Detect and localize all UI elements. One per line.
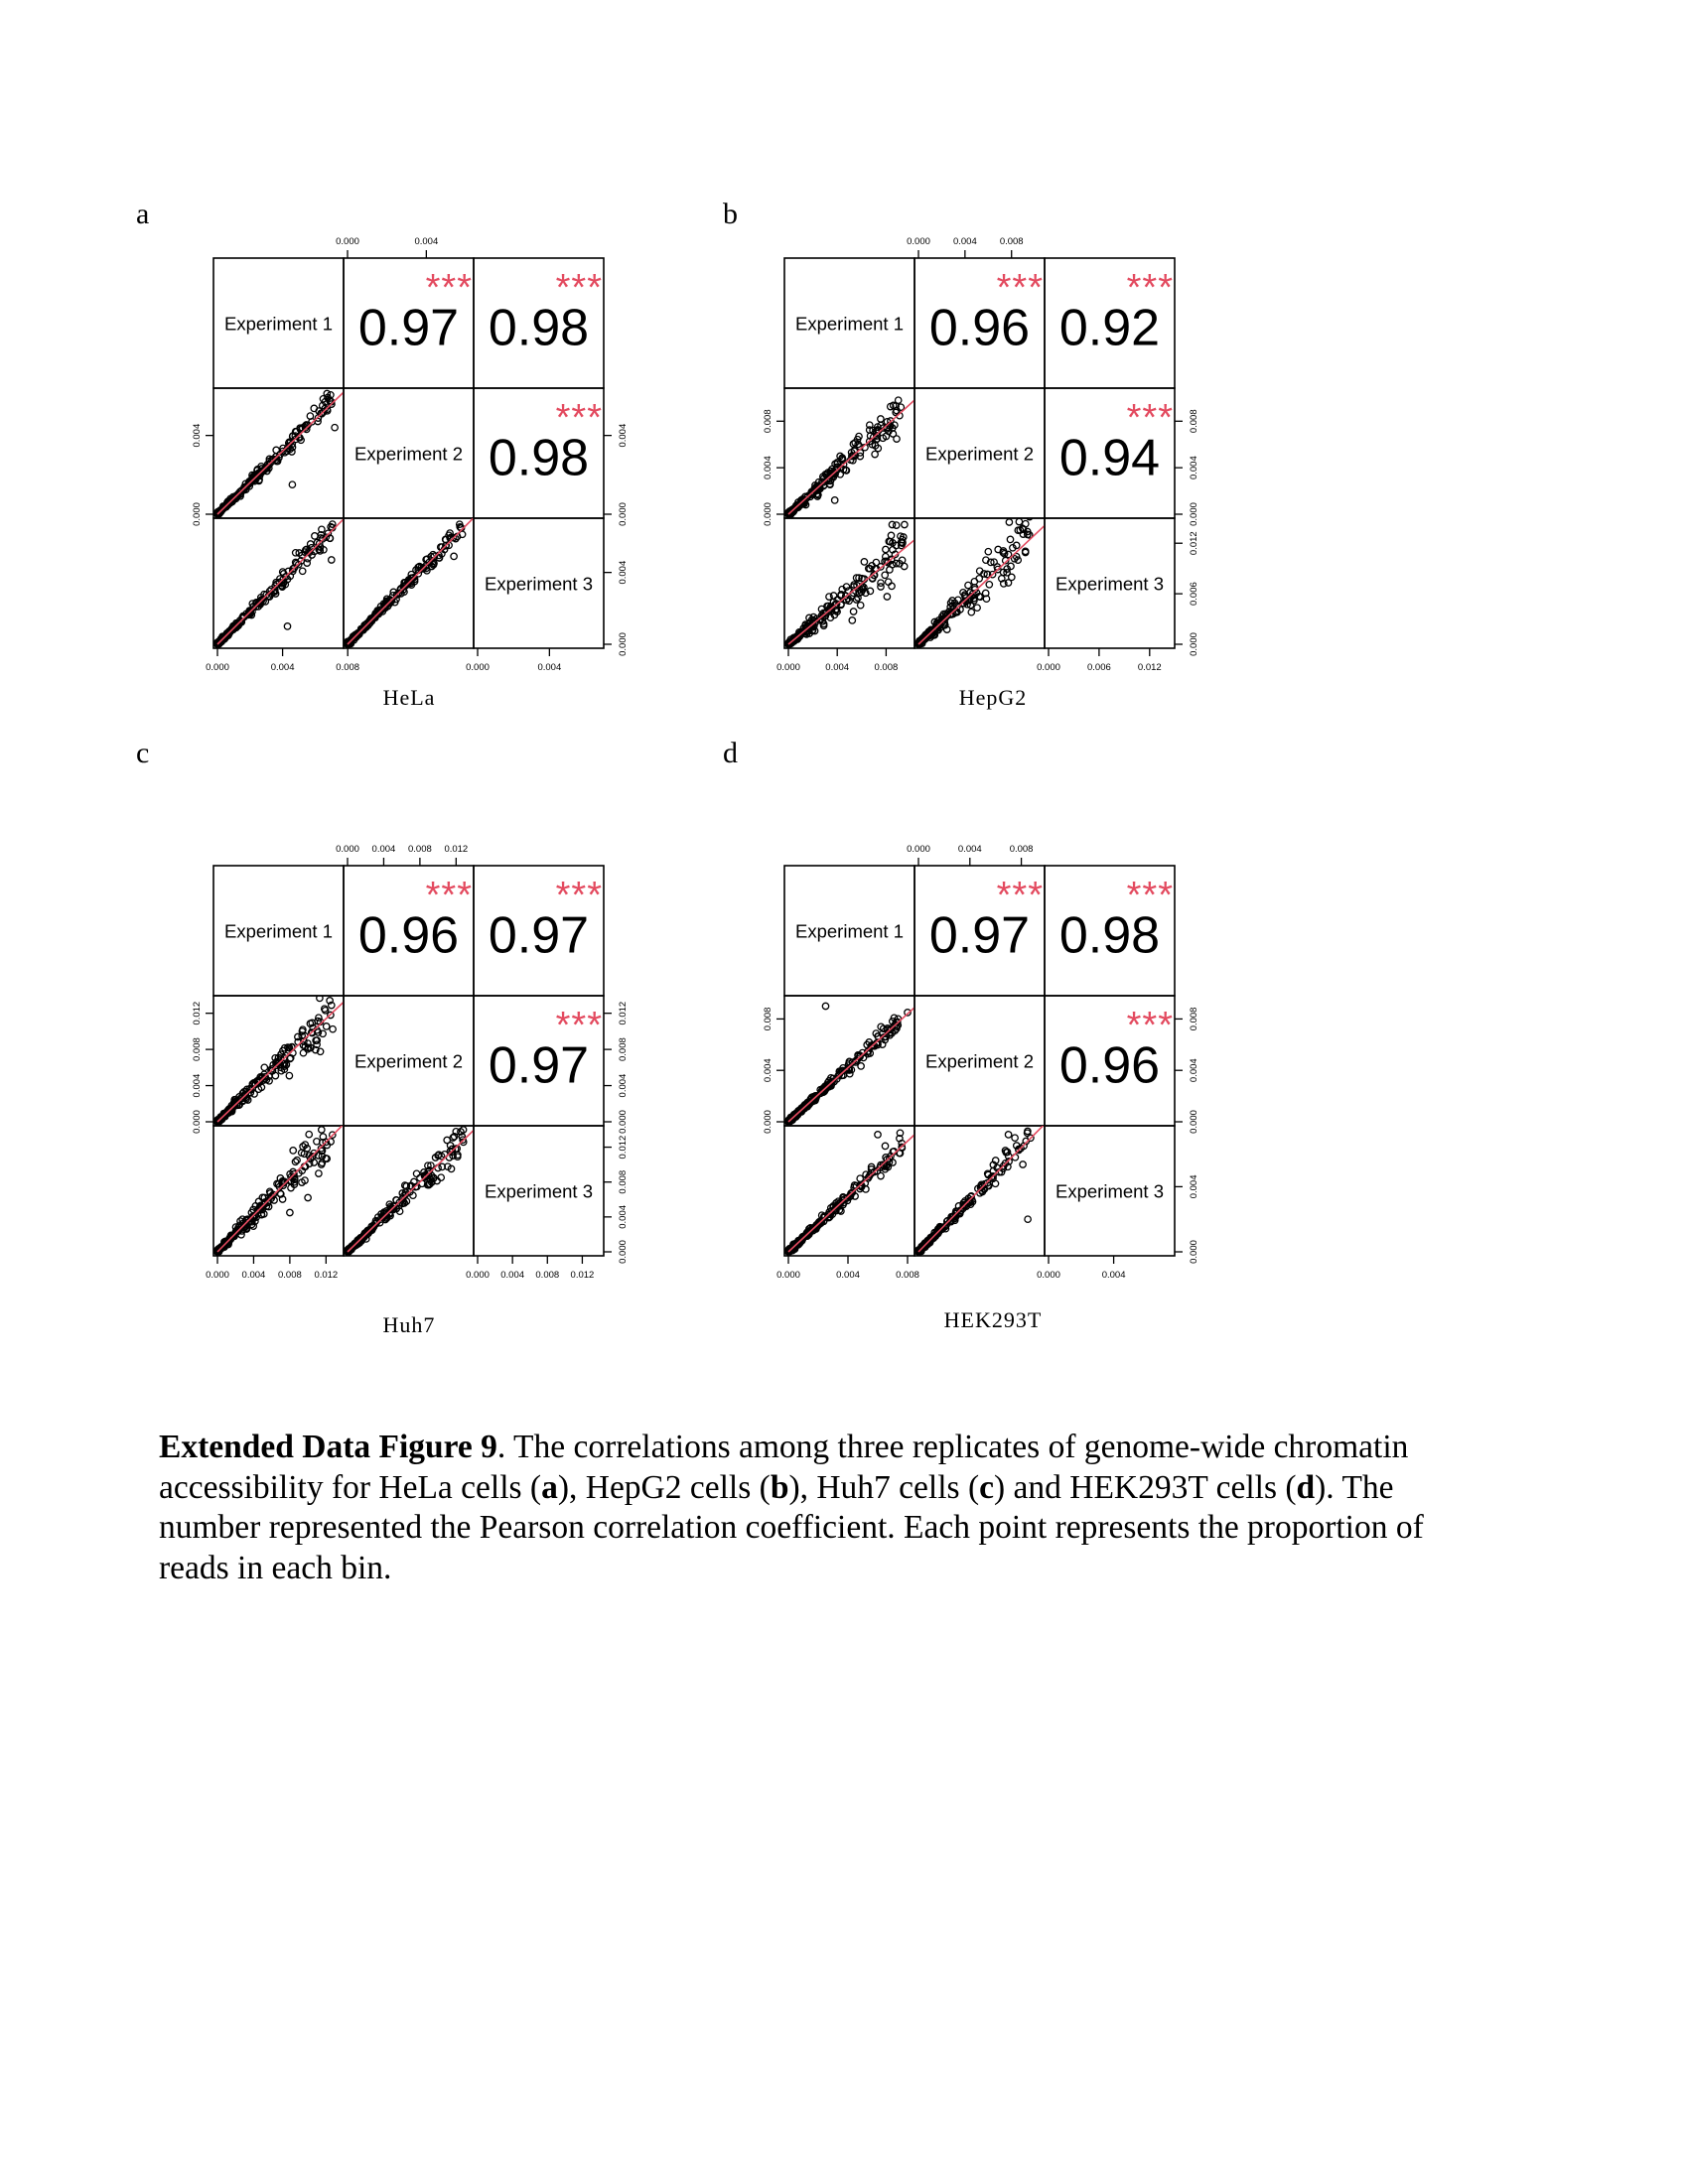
outlier-point [329, 557, 335, 563]
data-point [965, 582, 971, 588]
tick-label: 0.004 [618, 423, 629, 448]
tick-label: 0.000 [336, 844, 359, 855]
data-point [300, 568, 306, 574]
outlier-point [822, 1003, 828, 1009]
data-point [324, 1024, 330, 1029]
scatter-points-group [214, 372, 364, 517]
panel-letter: d [723, 737, 738, 769]
caption-text: ), Huh7 cells ( [788, 1468, 980, 1506]
caption-text: ). The number represented the Pearson correlation coefficient. Each point represents the proportion of reads in each bin. [159, 1468, 1424, 1586]
fit-line [788, 1116, 935, 1252]
significance-stars: *** [555, 1005, 603, 1046]
tick-label: 0.006 [1087, 662, 1111, 673]
axis-right [1175, 409, 1199, 525]
significance-stars: *** [1126, 1005, 1174, 1046]
significance-stars: *** [555, 397, 603, 439]
scatter-points-group [915, 506, 1065, 647]
tick-label: 0.004 [763, 1058, 774, 1083]
data-point [861, 559, 867, 565]
tick-label: 0.008 [763, 1007, 774, 1031]
data-point [986, 582, 992, 588]
axis-right [604, 1002, 629, 1134]
variable-label: Experiment 3 [485, 1180, 593, 1202]
significance-stars: *** [555, 875, 603, 916]
tick-label: 0.004 [618, 1073, 629, 1098]
tick-label: 0.008 [407, 844, 432, 855]
cell-line-label: HeLa [382, 685, 436, 710]
data-point [304, 560, 310, 566]
caption-text: ), HepG2 cells ( [557, 1468, 771, 1506]
tick-label: 0.012 [444, 844, 469, 855]
caption-panel-ref: c [979, 1468, 994, 1506]
axis-right [1175, 531, 1199, 656]
tick-label: 0.008 [535, 1270, 560, 1281]
variable-label: Experiment 3 [1055, 1180, 1164, 1202]
axis-left [192, 1002, 213, 1134]
fit-line [217, 983, 364, 1122]
figure-caption [159, 1428, 1450, 1588]
data-point [968, 610, 974, 615]
tick-label: 0.012 [618, 1135, 629, 1160]
data-point [413, 1170, 419, 1176]
scatter-points-group [214, 498, 364, 647]
tick-label: 0.000 [206, 1270, 229, 1281]
scatter-points-group [345, 497, 494, 647]
tick-label: 0.004 [618, 560, 629, 585]
tick-label: 0.008 [763, 409, 774, 434]
outlier-point [289, 481, 295, 487]
fit-line [217, 498, 364, 644]
tick-label: 0.012 [618, 1001, 630, 1025]
outlier-point [832, 497, 838, 503]
outlier-point [1006, 519, 1012, 525]
tick-label: 0.000 [192, 502, 203, 526]
correlation-value: 0.94 [1058, 429, 1161, 487]
significance-stars: *** [1126, 397, 1174, 439]
tick-label: 0.004 [1189, 1174, 1199, 1199]
tick-label: 0.004 [836, 1270, 860, 1281]
data-point [818, 606, 824, 612]
axis-bottom [776, 1256, 919, 1281]
tick-label: 0.000 [618, 1110, 629, 1134]
correlation-value: 0.96 [1058, 1036, 1161, 1095]
axis-left [192, 424, 213, 526]
tick-label: 0.008 [336, 662, 360, 673]
tick-label: 0.000 [1189, 1240, 1199, 1264]
correlation-value: 0.97 [928, 906, 1031, 965]
outlier-point [985, 549, 991, 555]
panel-letter: c [136, 737, 150, 769]
data-point [316, 1170, 322, 1176]
data-point [882, 572, 888, 578]
tick-label: 0.000 [1037, 662, 1060, 673]
significance-stars: *** [996, 875, 1044, 916]
axis-bottom [466, 648, 561, 673]
significance-stars: *** [425, 267, 473, 309]
tick-label: 0.004 [763, 456, 774, 480]
significance-stars: *** [996, 267, 1044, 309]
data-point [894, 436, 900, 442]
tick-label: 0.004 [957, 844, 982, 855]
data-point [272, 1072, 278, 1078]
data-point [971, 579, 977, 585]
tick-label: 0.000 [1189, 1110, 1199, 1134]
outlier-point [902, 521, 908, 527]
data-point [286, 1072, 292, 1078]
tick-label: 0.000 [336, 236, 359, 247]
scatter-points-group [785, 381, 935, 517]
caption-panel-ref: a [541, 1468, 558, 1506]
tick-label: 0.008 [896, 1270, 919, 1281]
tick-label: 0.004 [952, 236, 977, 247]
data-point [850, 609, 856, 614]
significance-stars: *** [1126, 267, 1174, 309]
outlier-point [1005, 1132, 1011, 1138]
tick-label: 0.012 [570, 1270, 595, 1281]
tick-label: 0.012 [314, 1270, 339, 1281]
tick-label: 0.004 [825, 662, 850, 673]
tick-label: 0.000 [618, 502, 629, 526]
tick-label: 0.004 [1101, 1270, 1126, 1281]
tick-label: 0.000 [1037, 1270, 1060, 1281]
tick-label: 0.000 [1189, 632, 1199, 656]
tick-label: 0.008 [618, 1169, 629, 1194]
tick-label: 0.008 [999, 236, 1024, 247]
data-point [290, 1148, 296, 1154]
data-point [306, 1132, 312, 1138]
correlation-value: 0.96 [928, 299, 1031, 357]
significance-stars: *** [425, 875, 473, 916]
data-point [849, 617, 855, 623]
caption-text: . The correlations among three replicates of genome-wide chromatin accessibility for HeLa cells ( [159, 1429, 1409, 1506]
data-point [872, 451, 878, 457]
tick-label: 0.004 [1189, 456, 1199, 480]
data-point [1007, 536, 1013, 542]
tick-label: 0.008 [618, 1037, 629, 1062]
data-point [857, 1175, 863, 1181]
axis-right [604, 424, 629, 526]
variable-label: Experiment 3 [485, 573, 593, 595]
panel-letter: a [136, 198, 150, 230]
axis-bottom [206, 1256, 338, 1281]
data-point [261, 1064, 267, 1070]
axis-top [907, 236, 1023, 258]
scatter-points-group [785, 521, 935, 647]
data-point [878, 416, 884, 422]
panel-a [136, 198, 629, 710]
variable-label: Experiment 2 [354, 443, 463, 465]
axis-right [1175, 1008, 1199, 1134]
tick-label: 0.000 [776, 662, 800, 673]
caption-panel-ref: d [1296, 1468, 1316, 1506]
tick-label: 0.012 [192, 1001, 203, 1025]
fit-line [348, 1111, 494, 1252]
tick-label: 0.008 [1189, 1007, 1199, 1031]
panel-c [136, 737, 629, 1337]
tick-label: 0.008 [874, 662, 899, 673]
correlation-value: 0.92 [1058, 299, 1161, 357]
axis-left [763, 409, 784, 525]
correlation-value: 0.97 [488, 906, 590, 965]
tick-label: 0.000 [618, 632, 629, 656]
axis-right [604, 1136, 629, 1264]
outlier-point [319, 1127, 325, 1133]
correlation-value: 0.97 [357, 299, 460, 357]
panel-letter: b [723, 198, 738, 230]
fit-line [788, 381, 935, 514]
data-point [883, 546, 889, 552]
significance-stars: *** [1126, 875, 1174, 916]
axis-top [907, 844, 1033, 866]
tick-label: 0.000 [466, 662, 490, 673]
variable-label: Experiment 2 [354, 1050, 463, 1072]
data-point [1016, 518, 1022, 524]
tick-label: 0.004 [537, 662, 562, 673]
variable-label: Experiment 2 [925, 1050, 1034, 1072]
panel-b [723, 198, 1199, 710]
tick-label: 0.000 [192, 1110, 203, 1134]
data-point [330, 1026, 336, 1032]
outlier-point [875, 1132, 881, 1138]
data-point [878, 1172, 884, 1178]
scatter-points-group [785, 1116, 935, 1255]
caption-panel-ref: b [770, 1468, 789, 1506]
outlier-point [1025, 1216, 1031, 1222]
tick-label: 0.000 [776, 1270, 800, 1281]
variable-label: Experiment 3 [1055, 573, 1164, 595]
significance-stars: *** [555, 267, 603, 309]
tick-label: 0.000 [763, 1110, 774, 1134]
scatter-points-group [214, 983, 364, 1125]
tick-label: 0.012 [1189, 531, 1199, 556]
data-point [312, 533, 318, 539]
axis-bottom [776, 648, 898, 673]
tick-label: 0.008 [192, 1037, 203, 1062]
data-point [1027, 513, 1033, 519]
data-point [1020, 1161, 1026, 1167]
axis-top [336, 236, 438, 258]
axis-bottom [206, 648, 359, 673]
tick-label: 0.004 [414, 236, 439, 247]
outlier-point [284, 623, 290, 629]
data-point [974, 605, 980, 611]
variable-label: Experiment 1 [795, 920, 904, 942]
tick-label: 0.004 [270, 662, 295, 673]
correlation-value: 0.98 [1058, 906, 1161, 965]
axis-right [1175, 1175, 1199, 1264]
scatter-points-group [345, 1111, 494, 1256]
caption-lead: Extended Data Figure 9 [159, 1429, 497, 1465]
outlier-point [1012, 1135, 1018, 1141]
axis-bottom [466, 1256, 594, 1281]
fit-line [788, 989, 935, 1122]
tick-label: 0.004 [618, 1204, 629, 1229]
panel-d [723, 737, 1199, 1332]
correlation-value: 0.98 [488, 429, 590, 487]
outlier-point [305, 1194, 311, 1200]
fit-line [348, 497, 494, 644]
tick-label: 0.008 [1189, 409, 1199, 434]
tick-label: 0.000 [907, 236, 930, 247]
cell-line-label: HEK293T [943, 1307, 1043, 1332]
tick-label: 0.000 [907, 844, 930, 855]
cell-line-label: Huh7 [382, 1312, 436, 1337]
fit-line [217, 372, 364, 514]
outlier-point [444, 1137, 450, 1143]
axis-top [336, 844, 468, 866]
tick-label: 0.008 [1009, 844, 1034, 855]
outlier-point [287, 1209, 293, 1215]
outlier-point [332, 425, 338, 431]
axis-bottom [1037, 1256, 1125, 1281]
caption-text: ) and HEK293T cells ( [993, 1468, 1297, 1506]
tick-label: 0.004 [192, 423, 203, 448]
data-point [292, 1159, 298, 1164]
outlier-point [882, 1143, 888, 1149]
variable-label: Experiment 1 [224, 920, 333, 942]
scatter-points-group [785, 989, 935, 1125]
variable-label: Experiment 1 [224, 313, 333, 335]
tick-label: 0.008 [277, 1270, 302, 1281]
tick-label: 0.012 [1137, 662, 1162, 673]
variable-label: Experiment 1 [795, 313, 904, 335]
tick-label: 0.004 [371, 844, 396, 855]
tick-label: 0.004 [1189, 1058, 1199, 1083]
correlation-value: 0.98 [488, 299, 590, 357]
tick-label: 0.004 [241, 1270, 266, 1281]
tick-label: 0.000 [1189, 502, 1199, 526]
outlier-point [451, 553, 457, 559]
data-point [1009, 574, 1015, 580]
outlier-point [889, 521, 895, 527]
variable-label: Experiment 2 [925, 443, 1034, 465]
outlier-point [896, 397, 902, 403]
tick-label: 0.000 [466, 1270, 490, 1281]
axis-right [604, 561, 629, 656]
correlation-value: 0.96 [357, 906, 460, 965]
cell-line-label: HepG2 [958, 685, 1028, 710]
fit-line [788, 523, 935, 644]
tick-label: 0.004 [500, 1270, 525, 1281]
data-point [858, 603, 864, 609]
tick-label: 0.006 [1189, 582, 1199, 606]
axis-bottom [1037, 648, 1162, 673]
correlation-value: 0.97 [488, 1036, 590, 1095]
data-point [884, 594, 890, 600]
tick-label: 0.000 [206, 662, 229, 673]
tick-label: 0.000 [763, 502, 774, 526]
data-point [294, 1158, 300, 1163]
tick-label: 0.004 [192, 1073, 203, 1098]
axis-left [763, 1008, 784, 1134]
fit-line [918, 506, 1065, 644]
data-point [300, 1050, 306, 1056]
tick-label: 0.000 [618, 1240, 629, 1264]
